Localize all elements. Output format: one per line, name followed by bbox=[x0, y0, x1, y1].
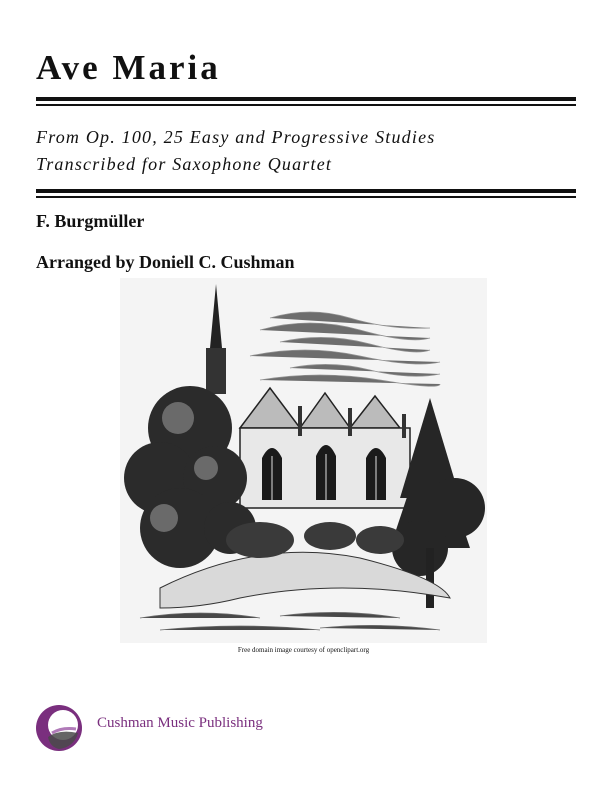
publisher-name: Cushman Music Publishing bbox=[97, 715, 263, 731]
subtitle-instrumentation: Transcribed for Saxophone Quartet bbox=[36, 154, 333, 174]
page-title: Ave Maria bbox=[36, 48, 221, 87]
subtitle-rule-thick bbox=[36, 189, 576, 193]
image-credit: Free domain image courtesy of openclipart.org bbox=[237, 646, 370, 654]
church-landscape-icon bbox=[120, 278, 487, 643]
subtitle-opus: From Op. 100, 25 Easy and Progressive Studies bbox=[36, 127, 436, 147]
composer-name: F. Burgmüller bbox=[36, 211, 145, 231]
crescent-c-logo-icon bbox=[34, 703, 84, 753]
arranger-name: Arranged by Doniell C. Cushman bbox=[36, 252, 295, 272]
title-rule-thin bbox=[36, 104, 576, 106]
subtitle-rule-thin bbox=[36, 196, 576, 198]
church-illustration bbox=[120, 278, 487, 643]
title-rule-thick bbox=[36, 97, 576, 101]
